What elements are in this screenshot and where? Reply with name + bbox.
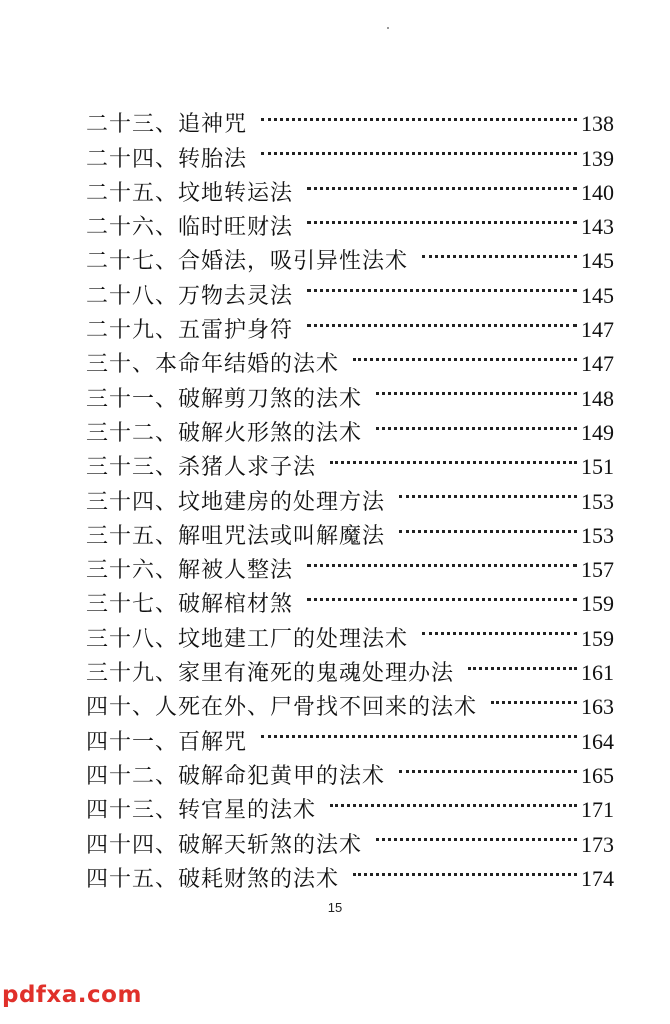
toc-entry-number: 四十四、 — [86, 832, 179, 858]
toc-entry-title: 破解火形煞的法术 — [178, 420, 363, 446]
toc-entry-title: 解被人整法 — [178, 558, 294, 584]
toc-entry-title: 杀猪人求子法 — [178, 455, 317, 481]
dot-leader — [376, 406, 577, 440]
dot-leader — [353, 337, 577, 371]
dot-leader — [468, 646, 577, 680]
dot-leader — [261, 131, 577, 165]
dot-leader — [376, 371, 577, 405]
toc-entry-number: 三十四、 — [86, 489, 179, 515]
toc-entry-page: 151 — [581, 454, 614, 480]
toc-entry-page: 157 — [581, 557, 614, 583]
page-number: 15 — [327, 900, 343, 915]
toc-entry-number: 三十八、 — [86, 626, 179, 652]
dot-leader — [307, 200, 577, 234]
dot-leader — [353, 852, 577, 886]
toc-entry-page: 153 — [581, 488, 614, 514]
toc-entry-number: 三十、 — [86, 352, 156, 378]
toc-entry-number: 二十七、 — [86, 249, 179, 275]
toc-entry-number: 二十八、 — [86, 283, 179, 309]
toc-entry-page: 145 — [581, 282, 614, 308]
toc-entry-number: 三十二、 — [86, 420, 179, 446]
toc-entry-number: 四十、 — [86, 695, 156, 721]
toc-entry-page: 149 — [581, 419, 614, 445]
toc-entry-number: 三十一、 — [86, 386, 179, 412]
toc-entry-page: 143 — [581, 214, 614, 240]
toc-entry-page: 147 — [581, 317, 614, 343]
toc-entry-number: 三十六、 — [86, 558, 179, 584]
toc-entry-title: 家里有淹死的鬼魂处理办法 — [178, 661, 455, 687]
dot-leader — [399, 749, 577, 783]
toc-entry-page: 147 — [581, 351, 614, 377]
toc-entry-number: 二十六、 — [86, 215, 179, 241]
toc-entry-title: 破解命犯黄甲的法术 — [178, 763, 386, 789]
dot-leader — [422, 234, 577, 268]
toc-entry-title: 百解咒 — [178, 729, 248, 755]
dot-leader — [422, 611, 577, 645]
dot-leader — [261, 714, 577, 748]
toc-entry-number: 三十五、 — [86, 523, 179, 549]
dot-leader — [399, 509, 577, 543]
toc-entry-number: 四十五、 — [86, 866, 179, 892]
toc-entry-number: 四十三、 — [86, 798, 179, 824]
toc-entry-title: 坟地建工厂的处理法术 — [178, 626, 409, 652]
watermark-logo: pdfxa.com — [2, 982, 142, 1008]
toc-entry-title: 临时旺财法 — [178, 215, 294, 241]
dot-leader — [376, 817, 577, 851]
scan-speck — [387, 27, 389, 29]
dot-leader — [307, 577, 577, 611]
toc-entry-title: 合婚法，吸引异性法术 — [178, 249, 409, 275]
toc-entry-title: 破解天斩煞的法术 — [178, 832, 363, 858]
toc-entry-page: 139 — [581, 145, 614, 171]
toc-entry-number: 三十九、 — [86, 661, 179, 687]
toc-entry-page: 161 — [581, 660, 614, 686]
dot-leader — [307, 166, 577, 200]
toc-entry-title: 破解棺材煞 — [178, 592, 294, 618]
toc-entry-page: 163 — [581, 694, 614, 720]
toc-entry-page: 148 — [581, 385, 614, 411]
dot-leader — [330, 783, 577, 817]
toc-entry-title: 坟地建房的处理方法 — [178, 489, 386, 515]
toc-entry-page: 173 — [581, 831, 614, 857]
toc-entry-page: 159 — [581, 591, 614, 617]
toc-entry-title: 人死在外、尸骨找不回来的法术 — [155, 695, 478, 721]
toc-entry-page: 140 — [581, 179, 614, 205]
toc-entry-page: 171 — [581, 797, 614, 823]
dot-leader — [307, 543, 577, 577]
dot-leader — [491, 680, 577, 714]
toc-entry-number: 三十七、 — [86, 592, 179, 618]
toc-entry-number: 二十三、 — [86, 112, 179, 138]
toc-entry-title: 转官星的法术 — [178, 798, 317, 824]
toc-entry-title: 坟地转运法 — [178, 180, 294, 206]
toc-entry-page: 145 — [581, 248, 614, 274]
toc-entry-page: 165 — [581, 762, 614, 788]
toc-entry-title: 破解剪刀煞的法术 — [178, 386, 363, 412]
toc-entry-title: 万物去灵法 — [178, 283, 294, 309]
toc-entry-number: 二十九、 — [86, 318, 179, 344]
dot-leader — [307, 303, 577, 337]
toc-entry-title: 五雷护身符 — [178, 318, 294, 344]
dot-leader — [330, 440, 577, 474]
toc-entry-page: 153 — [581, 522, 614, 548]
toc-entry — [86, 97, 614, 138]
toc-entry-page: 164 — [581, 728, 614, 754]
dot-leader — [399, 474, 577, 508]
dot-leader — [261, 97, 577, 131]
table-of-contents — [86, 97, 614, 892]
toc-entry-page: 174 — [581, 865, 614, 891]
dot-leader — [307, 268, 577, 302]
toc-entry-number: 四十一、 — [86, 729, 179, 755]
toc-entry-number: 四十二、 — [86, 763, 179, 789]
toc-entry-title: 破耗财煞的法术 — [178, 866, 340, 892]
toc-entry-title: 本命年结婚的法术 — [155, 352, 340, 378]
toc-entry-number: 三十三、 — [86, 455, 179, 481]
toc-entry-title: 转胎法 — [178, 146, 248, 172]
toc-entry-title: 追神咒 — [178, 112, 248, 138]
toc-entry-page: 138 — [581, 111, 614, 137]
toc-entry-title: 解咀咒法或叫解魔法 — [178, 523, 386, 549]
toc-entry-page: 159 — [581, 625, 614, 651]
toc-entry-number: 二十四、 — [86, 146, 179, 172]
toc-entry-number: 二十五、 — [86, 180, 179, 206]
